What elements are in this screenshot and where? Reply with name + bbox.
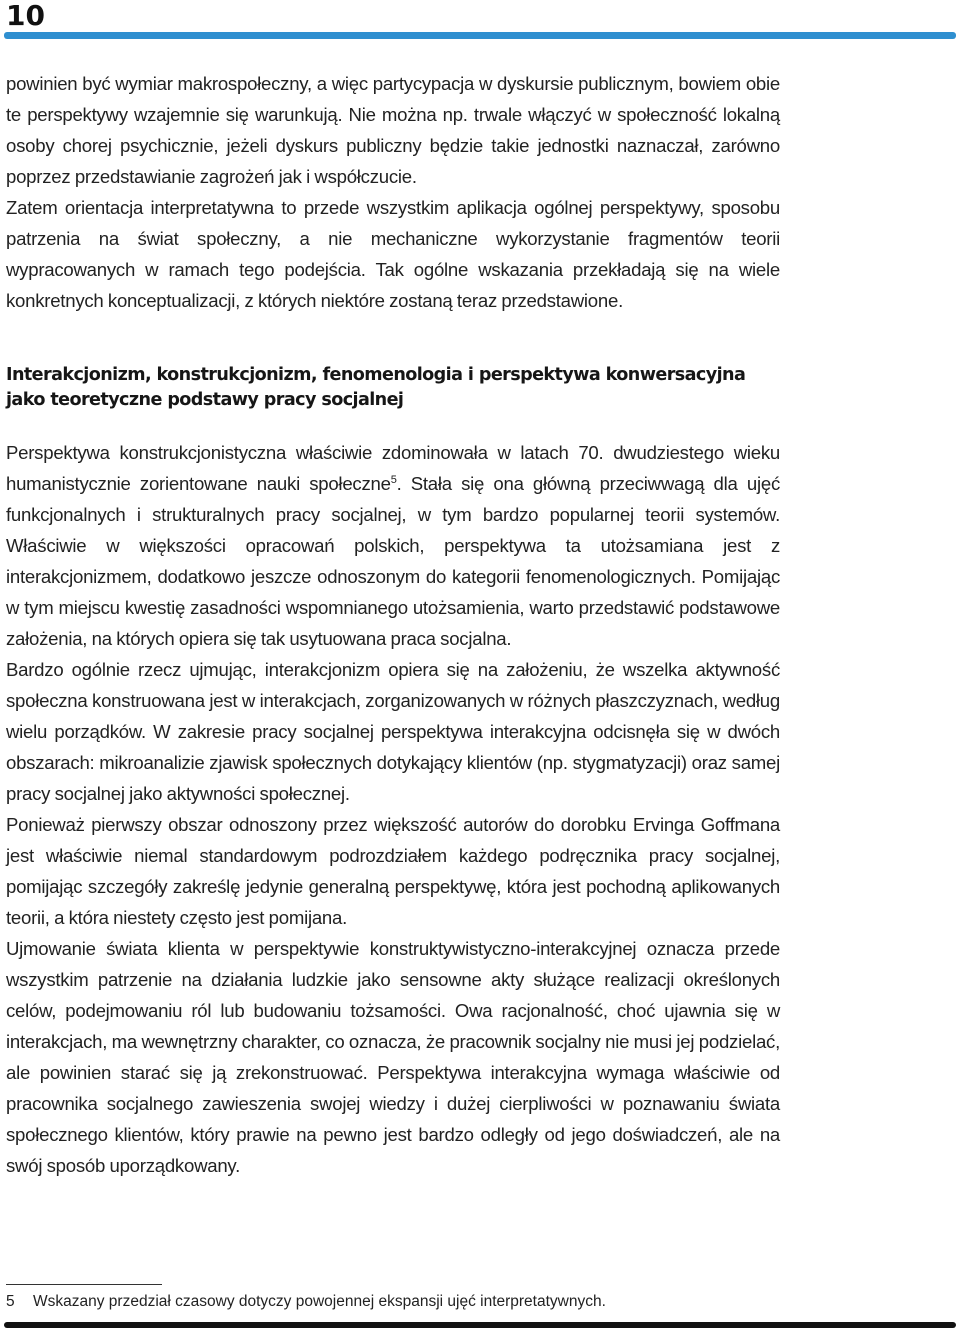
page-number: 10 <box>6 0 45 32</box>
footnote-text: Wskazany przedział czasowy dotyczy powojennej ekspansji ujęć interpretatywnych. <box>33 1293 606 1310</box>
paragraph-text: Perspektywa konstrukcjonistyczna właściwie zdominowała w latach 70. dwudziestego wieku humanistycznie zorientowane nauki społeczne <box>6 442 780 494</box>
body-paragraph: Zatem orientacja interpretatywna to przede wszystkim aplikacja ogólnej perspektywy, sposobu patrzenia na świat społeczny, a nie mechaniczne wykorzystanie fragmentów teorii wypracowanych w ramach tego podejścia. Tak ogólne wskazania przekładają się na wiele konkretnych konceptualizacji, z których niektóre zostaną teraz przedstawione. <box>6 197 780 311</box>
footnote-reference[interactable]: 5 <box>390 473 397 486</box>
body-paragraph: powinien być wymiar makrospołeczny, a więc partycypacja w dyskursie publicznym, bowiem obie te perspektywy wzajemnie się warunkują. Nie można np. trwale włączyć w społeczność lokalną osoby chorej psychicznie, jeżeli dyskurs publiczny będzie takie jednostki naznaczał, zarówno poprzez przedstawianie zagrożeń jak i współczucie. <box>6 73 780 187</box>
footer-rule <box>4 1322 956 1328</box>
body-paragraph: Ujmowanie świata klienta w perspektywie konstruktywistyczno-interakcyjnej oznacza przede wszystkim patrzenie na działania ludzkie jako sensowne akty służące realizacji określonych celów, podejmowaniu ról lub budowaniu tożsamości. Owa racjonalność, choć ujawnia się w interakcjach, ma wewnętrzny charakter, co oznacza, że pracownik socjalny nie musi jej podzielać, ale powinien starać się ją zrekonstruować. Perspektywa interakcyjna wymaga właściwie od pracownika socjalnego zawieszenia swojej wiedzy i dużej cierpliwości w poznawaniu świata społecznego klientów, który prawie na pewno jest bardzo odległy od jego doświadczeń, ale na swój sposób uporządkowany. <box>6 938 780 1176</box>
paragraph-text: . Stała się ona główną przeciwwagą dla ujęć funkcjonalnych i strukturalnych pracy socjalnej, w tym bardzo popularnej teorii systemów. Właściwie w większości opracowań polskich, perspektywa ta utożsamiana jest z interakcjonizmem, dodatkowo jeszcze odnoszonym do kategorii fenomenologicznych. Pomijając w tym miejscu kwestię zasadności wspomnianego utożsamienia, warto przedstawić podstawowe założenia, na których opiera się tak usytuowana praca socjalna. <box>6 473 780 649</box>
section-heading: Interakcjonizm, konstrukcjonizm, fenomenologia i perspektywa konwersacyjna jako teoretyczne podstawy pracy socjalnej <box>6 365 746 410</box>
body-paragraph <box>6 437 780 654</box>
footnote <box>6 1290 906 1314</box>
body-paragraph: Bardzo ogólnie rzecz ujmując, interakcjonizm opiera się na założeniu, że wszelka aktywność społeczna konstruowana jest w interakcjach, zorganizowanych w różnych płaszczyznach, według wielu porządków. W zakresie pracy socjalnej perspektywa interakcyjna odcisnęła się w dwóch obszarach: mikroanalizie zjawisk społecznych dotykający klientów (np. stygmatyzacji) oraz samej pracy socjalnej jako aktywności społecznej. <box>6 659 780 804</box>
main-text <box>6 68 780 1181</box>
footnote-number: 5 <box>6 1293 15 1310</box>
body-paragraph: Ponieważ pierwszy obszar odnoszony przez większość autorów do dorobku Ervinga Goffmana jest właściwie niemal standardowym podrozdziałem każdego podręcznika pracy socjalnej, pomijając szczegóły zakreślę jedynie generalną perspektywę, która jest pochodną aplikowanych teorii, a która niestety często jest pomijana. <box>6 814 780 928</box>
header-rule <box>4 32 956 39</box>
footnote-separator <box>6 1284 162 1285</box>
